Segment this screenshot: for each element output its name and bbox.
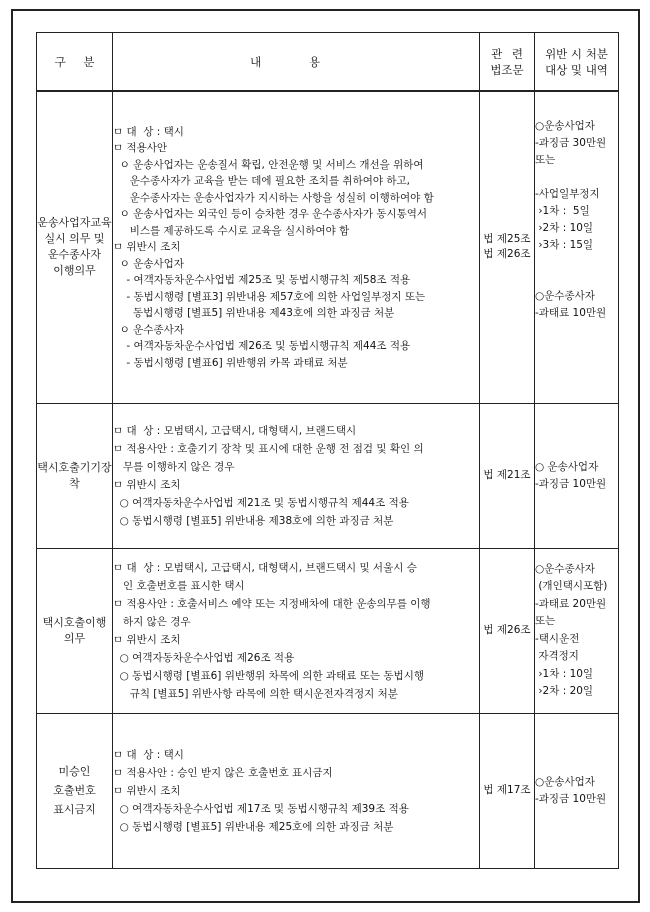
penalty-line: -과징금 10만원 <box>535 792 607 805</box>
content-line: ㅁ 위반시 조치 <box>113 784 181 797</box>
content-line: - 동법시행령 [별표6] 위반행위 카목 과태료 처분 <box>113 356 348 369</box>
penalty-line: -택시운전 <box>535 632 580 645</box>
regulation-table <box>36 32 619 869</box>
penalty-line: ○운송사업자 <box>535 120 595 132</box>
penalty-line: ›1차 : 10일 <box>535 667 594 680</box>
table-row <box>37 713 619 868</box>
penalty-cell <box>535 548 619 713</box>
header-penalty-line1: 위반 시 처분 <box>545 46 608 61</box>
content-cell <box>113 548 480 713</box>
content-line: - 동법시행령 [별표3] 위반내용 제57호에 의한 사업일부정지 또는 <box>113 290 426 303</box>
content-line: ㅇ 운송사업자 <box>113 257 184 270</box>
header-law-line2: 법조문 <box>490 62 524 77</box>
penalty-cell <box>535 403 619 548</box>
content-line: ㅁ 위반시 조치 <box>113 241 181 253</box>
content-line: ㅁ 적용사안 <box>113 142 168 154</box>
header-category: 구 분 <box>37 33 113 92</box>
content-line: ○ 동법시행령 [별표5] 위반내용 제38호에 의한 과징금 처분 <box>113 514 394 527</box>
penalty-line: ○ 운송사업자 <box>535 460 599 473</box>
content-line: ○ 동법시행령 [별표5] 위반내용 제25호에 의한 과징금 처분 <box>113 820 394 833</box>
category-line: 표시금지 <box>53 803 96 816</box>
penalty-line: 자격정지 <box>535 650 579 662</box>
penalty-spacer <box>535 271 618 288</box>
penalty-line: ○운수종사자 <box>535 290 595 302</box>
law-line: 법 제21조 <box>483 469 531 481</box>
content-line: ○ 여객자동차운수사업법 제26조 적용 <box>113 651 295 664</box>
content-line: 운수종사자는 운송사업자가 지시하는 사항을 성실히 이행하여야 함 <box>113 191 434 204</box>
content-line: 하지 않은 경우 <box>113 615 191 628</box>
law-line: 법 제17조 <box>483 784 531 796</box>
law-line: 법 제26조 <box>483 248 531 261</box>
category-line: 실시 의무 및 <box>44 232 105 246</box>
content-line: ㅁ 대 상 : 모범택시, 고급택시, 대형택시, 브랜드택시 및 서울시 승 <box>113 561 417 574</box>
penalty-line: ›3차 : 15일 <box>535 239 594 251</box>
penalty-line: -과징금 10만원 <box>535 477 607 490</box>
header-law <box>480 33 535 92</box>
content-line: ○ 여객자동차운수사업법 제21조 및 동법시행규칙 제44조 적용 <box>113 496 409 509</box>
content-line: 비스를 제공하도록 수시로 교육을 실시하여야 함 <box>113 224 350 237</box>
category-cell <box>37 91 113 403</box>
law-line: 법 제26조 <box>483 624 531 636</box>
category-line: 이행의무 <box>53 264 96 278</box>
penalty-line: (개인택시포함) <box>535 580 608 592</box>
penalty-spacer <box>535 169 618 186</box>
content-line: ㅇ 운수종사자 <box>113 323 184 336</box>
penalty-line: 또는 <box>535 154 556 166</box>
category-cell <box>37 403 113 548</box>
category-line: 택시호출기기장 <box>37 460 112 474</box>
content-line: ㅁ 적용사안 : 호출서비스 예약 또는 지정배차에 대한 운송의무를 이행 <box>113 597 431 610</box>
penalty-line: -과태료 20만원 <box>535 597 607 610</box>
penalty-line: ›1차 : 5일 <box>535 205 590 217</box>
content-line: 인 호출번호를 표시한 택시 <box>113 579 245 592</box>
content-line: 규칙 [별표5] 위반사항 라목에 의한 택시운전자격정지 처분 <box>113 687 398 700</box>
content-line: ㅁ 위반시 조치 <box>113 478 181 491</box>
header-content <box>113 33 480 92</box>
law-cell <box>480 91 535 403</box>
header-penalty-line2: 대상 및 내역 <box>545 62 608 77</box>
header-content-label: 내 용 <box>250 54 342 69</box>
content-line: 운수종사자가 교육을 받는 데에 필요한 조치를 취하여야 하고, <box>113 175 410 187</box>
penalty-line: 또는 <box>535 615 556 627</box>
category-cell <box>37 713 113 868</box>
table-row <box>37 403 619 548</box>
category-line: 운수종사자 <box>47 248 102 262</box>
content-cell <box>113 91 480 403</box>
content-line: ㅁ 적용사안 : 승인 받지 않은 호출번호 표시금지 <box>113 766 333 779</box>
law-line: 법 제25조 <box>483 233 531 246</box>
table-row <box>37 548 619 713</box>
penalty-cell <box>535 91 619 403</box>
law-cell <box>480 403 535 548</box>
content-line: ㅁ 대 상 : 택시 <box>113 125 184 138</box>
content-line: - 여객자동차운수사업법 제26조 및 동법시행규칙 제44조 적용 <box>113 340 411 352</box>
header-law-line1: 관 련 <box>491 46 523 61</box>
category-line: 호출번호 <box>53 784 96 797</box>
content-cell <box>113 403 480 548</box>
content-line: ㅁ 대 상 : 택시 <box>113 748 184 761</box>
penalty-line: -과태료 10만원 <box>535 307 607 319</box>
content-line: ○ 동법시행령 [별표6] 위반행위 차목에 의한 과태료 또는 동법시행 <box>113 669 424 682</box>
content-line: ㅇ 운송사업자는 운송질서 확립, 안전운행 및 서비스 개선을 위하여 <box>113 158 424 171</box>
content-line: ㅇ 운송사업자는 외국인 등이 승차한 경우 운수종사자가 동시통역서 <box>113 208 428 220</box>
content-line: ㅁ 대 상 : 모범택시, 고급택시, 대형택시, 브랜드택시 <box>113 424 357 437</box>
table-row <box>37 91 619 403</box>
content-line: ○ 여객자동차운수사업법 제17조 및 동법시행규칙 제39조 적용 <box>113 802 409 815</box>
content-line: - 여객자동차운수사업법 제25조 및 동법시행규칙 제58조 적용 <box>113 274 411 286</box>
header-penalty <box>535 33 619 92</box>
table-header-row <box>37 33 619 92</box>
category-line: 운송사업자교육 <box>37 216 112 230</box>
penalty-cell <box>535 713 619 868</box>
content-line: 무를 이행하지 않은 경우 <box>113 460 235 473</box>
penalty-line: ○운송사업자 <box>535 775 595 788</box>
category-line: 미승인 <box>58 765 91 778</box>
content-line: ㅁ 적용사안 : 호출기기 장착 및 표시에 대한 운행 전 점검 및 확인 의 <box>113 442 424 455</box>
category-cell <box>37 548 113 713</box>
penalty-line: ›2차 : 10일 <box>535 222 594 234</box>
law-cell <box>480 713 535 868</box>
content-cell <box>113 713 480 868</box>
penalty-line: ○운수종사자 <box>535 562 595 575</box>
law-cell <box>480 548 535 713</box>
category-line: 의무 <box>63 631 86 645</box>
content-line: 동법시행령 [별표5] 위반내용 제43호에 의한 과징금 처분 <box>113 307 395 319</box>
category-line: 착 <box>69 476 80 490</box>
penalty-spacer <box>535 254 618 271</box>
penalty-line: -사업일부정지 <box>535 188 600 200</box>
category-line: 택시호출이행 <box>42 615 107 629</box>
penalty-line: -과징금 30만원 <box>535 137 607 149</box>
penalty-line: ›2차 : 20일 <box>535 685 594 697</box>
content-line: ㅁ 위반시 조치 <box>113 633 181 646</box>
